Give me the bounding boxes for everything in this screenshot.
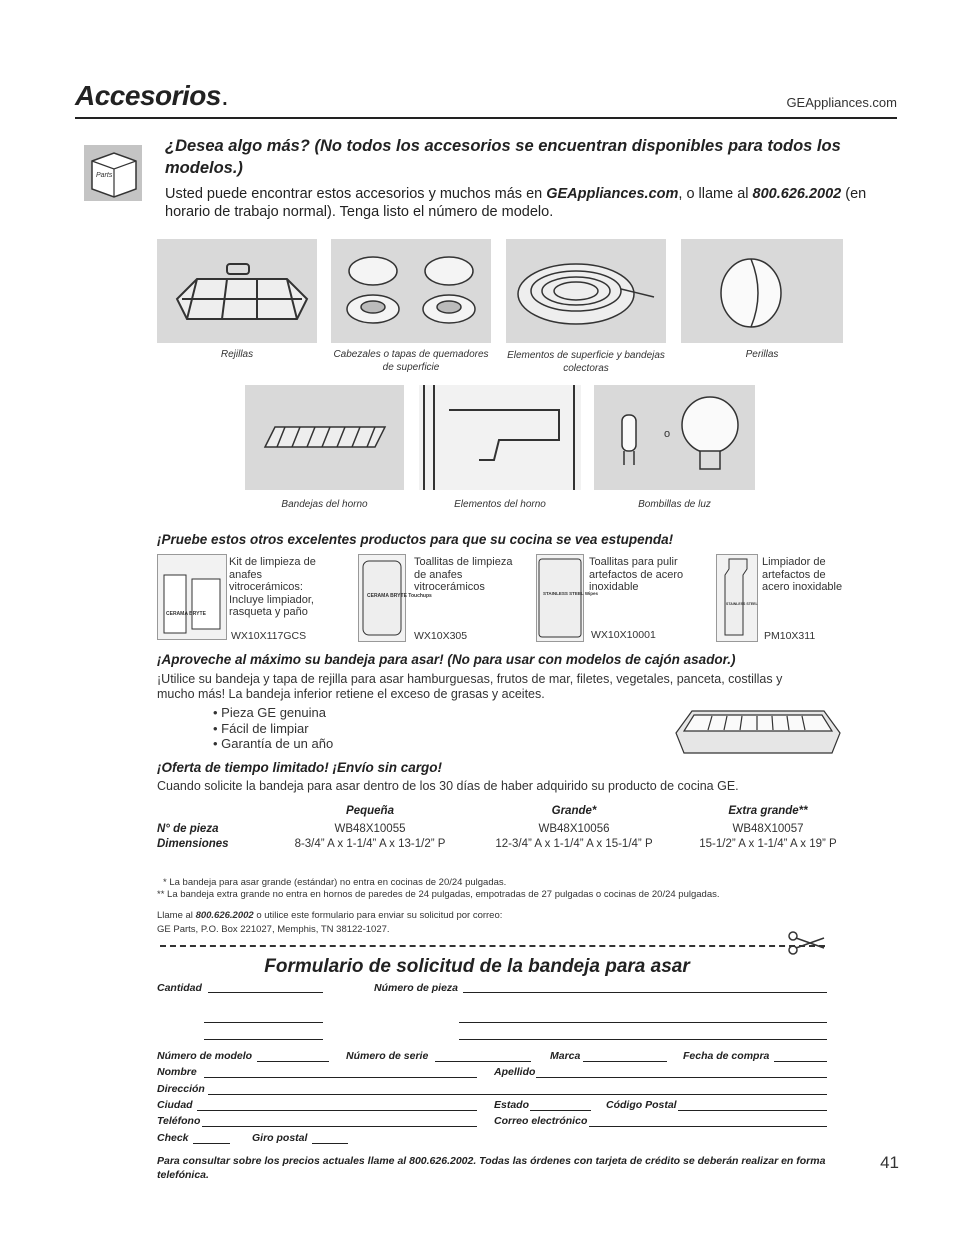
field-numero-pieza-2[interactable] (459, 1022, 827, 1023)
cut-line (160, 945, 825, 947)
wipes-can-icon (358, 554, 432, 642)
bullet-item: • Garantía de un año (213, 736, 334, 751)
field-cantidad-2[interactable] (204, 1022, 323, 1023)
field-nombre[interactable] (204, 1077, 477, 1078)
field-check[interactable] (193, 1143, 230, 1144)
bullet-item: • Pieza GE genuina (213, 705, 326, 720)
label-estado: Estado (494, 1099, 530, 1111)
field-fecha[interactable] (774, 1061, 827, 1062)
broiler-heading: ¡Aproveche al máximo su bandeja para asar! (No para usar con modelos de cajón asador.) (157, 652, 736, 667)
accessory-caption: Perillas (745, 349, 779, 360)
oven-rack-icon (245, 385, 404, 490)
wipes-pack-icon (536, 554, 599, 642)
product-code: WX10X10001 (591, 629, 656, 641)
product-description: Kit de limpieza de anafes vitrocerámicos: Incluye limpiador, rasqueta y paño (229, 556, 316, 618)
spray-bottle-icon (716, 554, 758, 642)
label-direccion: Dirección (157, 1083, 205, 1095)
site-url: GEAppliances.com (786, 95, 897, 110)
oven-element-icon (419, 385, 581, 490)
table-cell: WB48X10057 (732, 823, 804, 835)
label-ciudad: Ciudad (157, 1099, 193, 1111)
label-numero-pieza: Número de pieza (374, 982, 459, 994)
field-cantidad-3[interactable] (204, 1039, 323, 1040)
scissors-icon (786, 930, 826, 956)
bullet-item: • Fácil de limpiar (213, 721, 309, 736)
table-cell: 12-3/4” A x 1-1/4” A x 15-1/4” P (495, 838, 653, 850)
accessory-caption: Bandejas del horno (281, 499, 368, 510)
field-numero-pieza-3[interactable] (459, 1039, 827, 1040)
label-giro: Giro postal (252, 1132, 308, 1144)
page-number: 41 (880, 1153, 899, 1172)
product-description: Limpiador de artefactos de acero inoxidable (762, 556, 843, 593)
column-header: Grande* (551, 805, 597, 817)
product-description: Toallitas de limpieza de anafes vitrocerámicos (414, 556, 513, 593)
mail-address: GE Parts, P.O. Box 221027, Memphis, TN 38122-1027. (157, 924, 390, 935)
field-marca[interactable] (583, 1061, 667, 1062)
accessory-caption: Elementos de superficie y bandejas colectoras (507, 350, 665, 374)
label-numero-serie: Número de serie (346, 1050, 429, 1062)
field-direccion[interactable] (208, 1094, 827, 1095)
field-estado[interactable] (530, 1110, 591, 1111)
svg-text:CERAMA BRYTE: CERAMA BRYTE (166, 611, 206, 617)
svg-text:CERAMA BRYTE Touchups: CERAMA BRYTE Touchups (367, 593, 432, 599)
call-text: Llame al 800.626.2002 o utilice este formulario para enviar su solicitud por correo: (157, 910, 503, 921)
label-marca: Marca (550, 1050, 581, 1062)
table-cell: WB48X10055 (334, 823, 406, 835)
field-giro[interactable] (312, 1143, 348, 1144)
field-correo[interactable] (589, 1126, 827, 1127)
field-codigo-postal[interactable] (678, 1110, 827, 1111)
footer-note: Para consultar sobre los precios actuales llame al 800.626.2002. Todas las órdenes con tarjeta de crédito se deberán realizar en forma telefónica. (157, 1155, 826, 1181)
intro-heading: ¿Desea algo más? (No todos los accesorios se encuentran disponibles para todos los modelos.) (165, 137, 841, 177)
field-ciudad[interactable] (197, 1110, 477, 1111)
column-header: Extra grande** (728, 805, 808, 817)
table-cell: WB48X10056 (538, 823, 610, 835)
accessory-caption: Bombillas de luz (638, 499, 711, 510)
svg-text:Parts: Parts (96, 172, 113, 179)
svg-text:STAINLESS STEEL: STAINLESS STEEL (726, 602, 758, 606)
field-numero-pieza[interactable] (463, 992, 827, 993)
accessory-caption: Elementos del horno (454, 499, 546, 510)
label-correo: Correo electrónico (494, 1115, 588, 1127)
product-code: WX10X305 (414, 630, 468, 642)
label-cantidad: Cantidad (157, 982, 202, 994)
table-cell: 15-1/2” A x 1-1/4” A x 19” P (699, 838, 837, 850)
footnote: * La bandeja para asar grande (estándar) no entra en cocinas de 20/24 pulgadas. (163, 877, 507, 888)
field-telefono[interactable] (202, 1126, 477, 1127)
offer-text: Cuando solicite la bandeja para asar dentro de los 30 días de haber adquirido su producto de cocina GE. (157, 779, 739, 793)
row-label: N° de pieza (157, 823, 219, 835)
offer-heading: ¡Oferta de tiempo limitado! ¡Envío sin cargo! (157, 760, 443, 775)
label-telefono: Teléfono (157, 1115, 201, 1127)
broiler-text: ¡Utilice su bandeja y tapa de rejilla para asar hamburguesas, frutos de mar, filetes, vegetales, panceta, costillas y mucho más! La bandeja inferior retiene el exceso de grasas y aceites. (157, 672, 783, 701)
svg-text:o: o (664, 428, 671, 440)
form-title: Formulario de solicitud de la bandeja para asar (264, 956, 690, 977)
accessory-caption: Cabezales o tapas de quemadores de superficie (333, 349, 489, 373)
product-description: Toallitas para pulir artefactos de acero inoxidable (589, 556, 684, 593)
row-label: Dimensiones (157, 838, 229, 850)
label-fecha: Fecha de compra (683, 1050, 770, 1062)
cleaning-kit-icon (157, 554, 227, 640)
accessory-caption: Rejillas (220, 349, 254, 360)
products-heading: ¡Pruebe estos otros excelentes productos para que su cocina se vea estupenda! (157, 532, 674, 547)
grates-icon (157, 239, 317, 343)
product-code: WX10X117GCS (231, 630, 307, 642)
broiler-pan-icon (672, 703, 844, 758)
footnote: ** La bandeja extra grande no entra en hornos de paredes de 24 pulgadas, empotradas de 27 pulgadas o cocinas de 20/24 pulgadas. (157, 889, 720, 900)
label-apellido: Apellido (494, 1066, 536, 1078)
product-code: PM10X311 (764, 630, 816, 642)
knob-icon (681, 239, 843, 343)
field-numero-serie[interactable] (435, 1061, 531, 1062)
intro-text: Usted puede encontrar estos accesorios y muchos más en GEAppliances.com, o llame al 800.626.2002 (en horario de trabajo normal). Tenga listo el número de modelo. (165, 186, 867, 220)
table-cell: 8-3/4” A x 1-1/4” A x 13-1/2” P (294, 838, 446, 850)
label-nombre: Nombre (157, 1066, 197, 1078)
column-header: Pequeña (346, 805, 394, 817)
label-check: Check (157, 1132, 189, 1144)
light-bulb-icon (594, 385, 755, 490)
parts-box-icon (84, 145, 142, 201)
burner-heads-icon (331, 239, 491, 343)
header-rule (75, 117, 897, 119)
phone-number: 800.626.2002 (752, 186, 842, 202)
field-numero-modelo[interactable] (257, 1061, 329, 1062)
ge-link[interactable]: GEAppliances.com (546, 186, 679, 202)
surface-element-icon (506, 239, 666, 343)
svg-text:STAINLESS STEEL Wipes: STAINLESS STEEL Wipes (543, 591, 599, 596)
page-title: Accesorios. (75, 80, 229, 111)
label-codigo-postal: Código Postal (606, 1099, 677, 1111)
field-cantidad[interactable] (208, 992, 323, 993)
field-apellido[interactable] (536, 1077, 827, 1078)
label-numero-modelo: Número de modelo (157, 1050, 253, 1062)
